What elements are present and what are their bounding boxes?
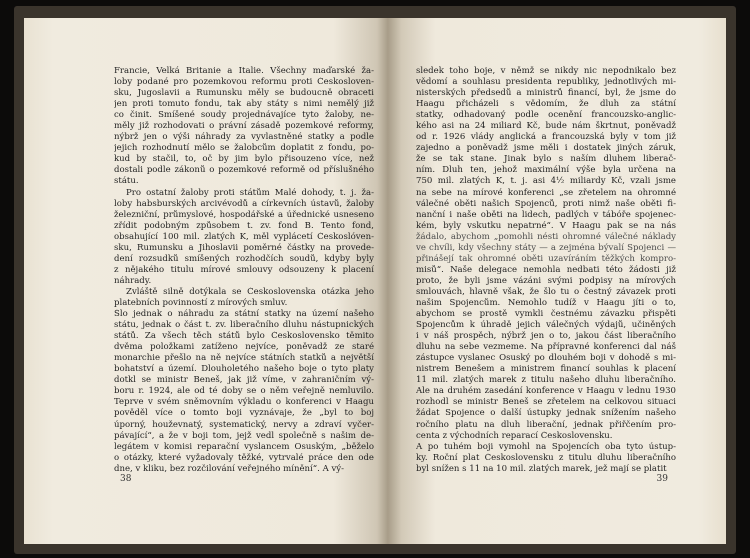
text-line: 750 mil. zlatých K, t. j. asi 4½ miliardy Kč, vzali jsme — [416, 176, 676, 187]
text-line: státu, jednak o část t. zv. liberačního dluhu nástupnických — [114, 320, 374, 331]
text-line: o otázky, které vyžadovaly těžké, vytrvalé práce den ode — [114, 452, 374, 463]
text-line: byl snížen s 11 na 10 mil. zlatých marek, jež mají se platit — [416, 463, 667, 474]
text-line: loby podané pro pozemkovou reformu proti Českosloven- — [114, 77, 374, 88]
text-line: dení rozsudků smíšených rozhodčích soudů, kdyby byly — [114, 253, 374, 264]
right-page-number: 39 — [656, 474, 668, 484]
open-book — [14, 6, 736, 554]
text-line: sku, Jugoslavii a Rumunsku měly se budoucně obraceti — [114, 88, 374, 99]
text-line: kém, byly vskutku nepatrné“. V Haagu pak se na nás — [416, 220, 676, 231]
left-page — [24, 18, 388, 544]
text-line: žádalo, abychom „pomohli nésti ohromné válečné náklady — [416, 231, 676, 242]
text-line: dluhu na sebe vezmeme. Na přípravné konferenci dal náš — [416, 342, 676, 353]
text-line: abychom se prostě vymkli čestnému závazku přispěti — [416, 309, 676, 320]
text-line: Spojencům k úhradě jejich válečných výdajů, učiněných — [416, 320, 676, 331]
text-line: jen proti tomuto fondu, tak aby státy s nimi nemělý již — [114, 99, 374, 110]
text-line: proto, že byli jsme vázáni svými podpisy na mírových — [416, 275, 676, 286]
text-line: státu. — [114, 176, 139, 187]
text-line: smlouvách, hlavně však, že šlo tu o čestný závazek proti — [416, 286, 676, 297]
text-line: nistrem Benešem a ministrem financí souhlas k placení — [416, 364, 676, 375]
text-line: nýbrž jen o výši náhrady za vyvlastněné statky a podle — [114, 132, 374, 143]
text-line: zajedno a poněvadž jsme měli i dostatek jiných záruk, — [416, 143, 676, 154]
text-line: našim Spojencům. Nemohlo tudíž v Haagu jíti o to, — [416, 297, 676, 308]
text-line: loby habsburských arcivévodů a církevních ústavů, žaloby — [114, 198, 374, 209]
text-line: i v náš prospěch, nýbrž jen o to, jakou část liberačního — [416, 331, 676, 342]
text-line: sledek toho boje, v němž se nikdy nic nepodnikalo bez — [416, 66, 676, 76]
text-line: měly již rozhodovati o právní zásadě pozemkové reformy, — [114, 121, 374, 132]
text-line: pávající“, a že v boji tom, jejž vedl společně s našim de- — [114, 430, 374, 441]
text-line: monarchie přešlo na ně nejvíce státních statků a největší — [114, 353, 374, 364]
text-line: Šlo jednak o náhradu za státní statky na území našeho — [114, 309, 374, 320]
text-line: dvěma položkami zatíženo nejvíce, poněvadž ze staré — [114, 342, 374, 353]
text-line: dne, v kliku, bez rozčilování veřejného mínění“. A vý- — [114, 463, 345, 474]
text-line: vědomí a souhlasu presidenta republiky, jednotlivých mi- — [416, 77, 676, 88]
text-line: od r. 1926 vlády anglická a francouzská byly v tom již — [416, 132, 676, 143]
text-line: dostali podle zákonů o pozemkové reformě od příslušného — [114, 165, 374, 176]
text-line: legátem v komisi reparační vyslancem Osuským, „běželo — [114, 441, 374, 452]
text-line: zástupce vyslanec Osuský po dlouhém boji v dohodě s mi- — [416, 353, 676, 364]
left-page-text — [114, 66, 374, 475]
text-line: na sebe na mírové konferenci „se zřetelem na ohromné — [416, 187, 676, 198]
text-line: Francie, Velká Britanie a Italie. Všechny maďarské ža- — [114, 66, 374, 76]
text-line: ky. Roční plat Československu z titulu dluhu liberačního — [416, 452, 676, 463]
text-line: kého asi na 24 miliard Kč, bude nám škrtnut, poněvadž — [416, 121, 676, 132]
text-line: boru r. 1924, ale od té doby se o něm veřejně nemluvilo. — [114, 386, 374, 397]
text-line: Zvláště silně dotýkala se Československa otázka jeho — [126, 286, 374, 297]
text-line: ročního platu na dluh liberační, jednak přiřčením pro- — [416, 419, 676, 430]
text-line: nisterských předsedů a ministrů financí, byl, že jsme do — [416, 88, 676, 99]
text-line: statky, odhadovaný podle ocenění francouzsko-anglic- — [416, 110, 676, 121]
text-line: co činit. Smíšené soudy projednávajíce tyto žaloby, ne- — [114, 110, 374, 121]
text-line: 11 mil. zlatých marek z titulu našeho dluhu liberačního. — [416, 375, 676, 386]
text-line: bohatství a území. Dlouholetého našeho boje o tyto platy — [114, 364, 374, 375]
text-line: přinášejí tak ohromné oběti uzavíráním těžkých kompro- — [416, 253, 676, 264]
text-line: Ale na druhém zasedání konference v Haagu v lednu 1930 — [416, 386, 676, 397]
text-line: žádat Spojence o další ústupky jednak snížením našeho — [416, 408, 676, 419]
text-line: Pro ostatní žaloby proti státům Malé dohody, t. j. ža- — [126, 187, 374, 198]
text-line: jejich rozhodnutí mělo se žalobcům doplatit z fondu, po- — [114, 143, 374, 154]
text-line: misů“. Naše delegace nemohla nedbati této žádosti již — [416, 264, 676, 275]
text-line: zřídit podobným způsobem t. zv. fond B. Tento fond, — [114, 220, 374, 231]
text-line: válečné oběti našich Spojenců, proti nimž naše oběti fi- — [416, 198, 676, 209]
text-line: států. Za všech těch států bylo Československo těmito — [114, 331, 374, 342]
text-line: sku, Rumunsku a Jihoslavii poměrné částky na provede- — [114, 242, 374, 253]
right-page-text — [416, 66, 676, 475]
text-line: pověděl více o tomto boji vyznávaje, že „byl to boj — [114, 408, 374, 419]
text-line: centa z východních reparací Československu. — [416, 430, 613, 441]
text-line: Haagu přicházeli s vědomím, že dluh za státní — [416, 99, 676, 110]
text-line: ním. Dluh ten, jehož maximální výše byla určena na — [416, 165, 676, 176]
text-line: že se tak stane. Jinak bylo s naším dluhem liberač- — [416, 154, 676, 165]
right-page — [388, 18, 726, 544]
text-line: ve chvíli, kdy všechny státy — a zejména bývalí Spojenci — — [416, 242, 676, 253]
text-line: Teprve v svém sněmovním výkladu o konferenci v Haagu — [114, 397, 374, 408]
text-line: obsahující 100 mil. zlatých K, měl vyplácetí Českoslóven- — [114, 231, 374, 242]
text-line: kud by stačil, to, oč by jim bylo přisouzeno více, než — [114, 154, 374, 165]
text-line: železniční, průmyslové, hospodářské a úřednické usneseno — [114, 209, 374, 220]
text-line: A po tuhém boji vymohl na Spojencích oba tyto ústup- — [416, 441, 676, 452]
text-line: úporný, houževnatý, systematický, nervy a zdraví vyčer- — [114, 419, 374, 430]
text-line: platebních povinností z mírových smluv. — [114, 297, 288, 308]
left-page-number: 38 — [120, 474, 132, 484]
text-line: z nějakého titulu mírové smlouvy odsouzeny k placení — [114, 264, 374, 275]
text-line: dotkl se ministr Beneš, jak již víme, v zahraničním vý- — [114, 375, 374, 386]
text-line: rozhodl se ministr Beneš se zřetelem na celkovou situaci — [416, 397, 676, 408]
text-line: náhrady. — [114, 275, 152, 286]
text-line: nanční i naše oběti na lidech, padlých v tábóře spojenec- — [416, 209, 676, 220]
